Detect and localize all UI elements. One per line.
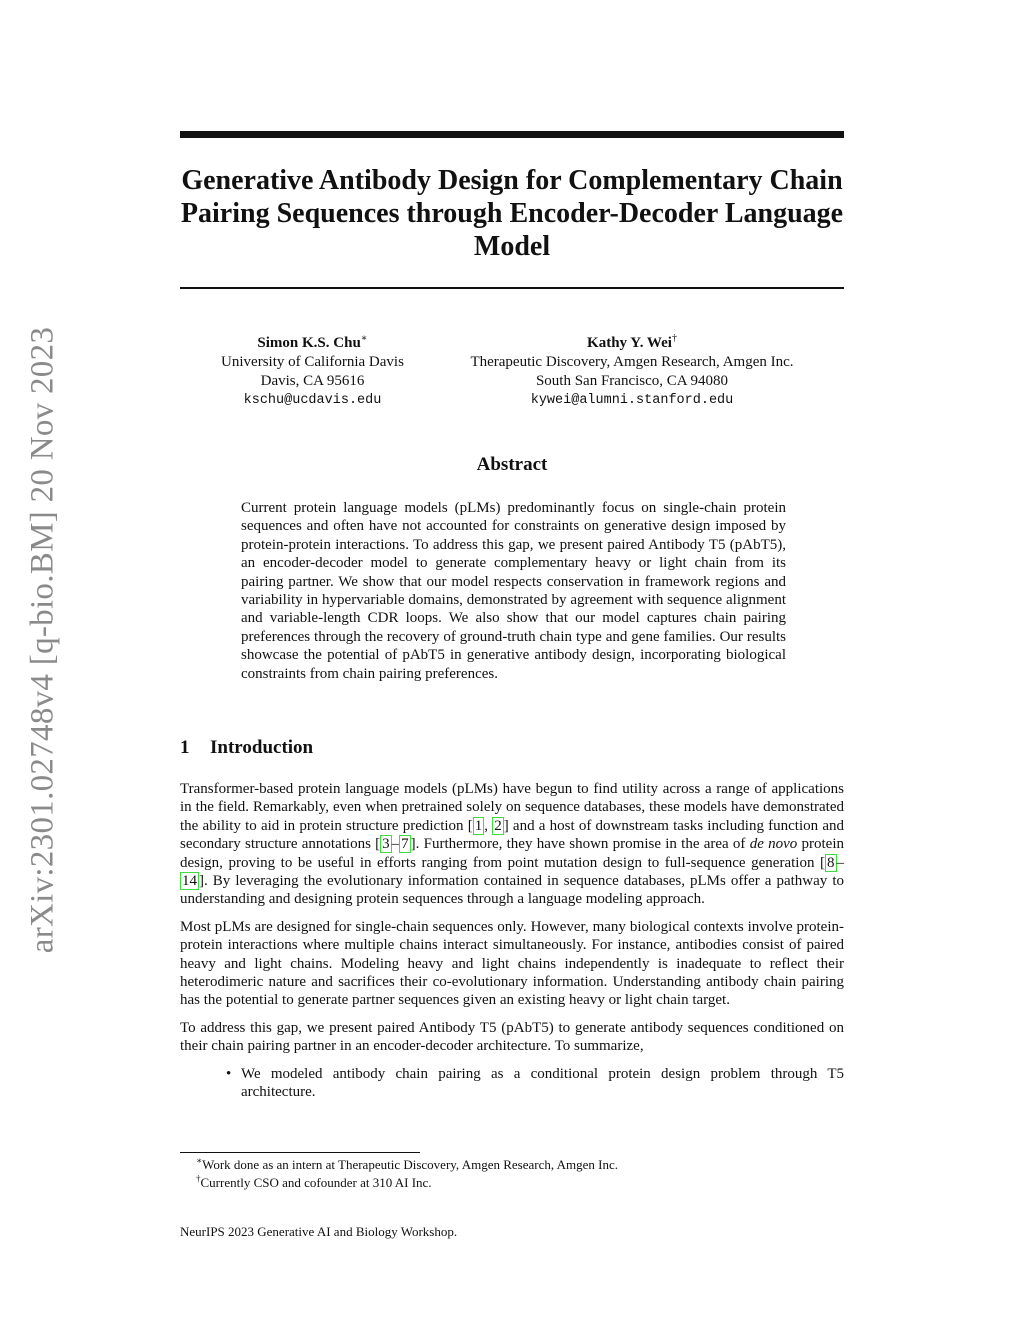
author-block-2 [442,334,822,410]
author-footnote-mark: ∗ [360,333,368,344]
author-block-1 [200,334,425,410]
intro-paragraph-2: Most pLMs are designed for single-chain sequences only. However, many biological contexts involve protein-protein interactions where multiple chains interact simultaneously. For instance, antibodies consist of paired heavy and light chains. Modeling heavy and light chains independently is inadequate to reflect their heterodimeric nature and sacrifices their co-evolutionary information. Understanding antibody chain pairing has the potential to generate partner sequences given an existing heavy or light chain target. [180,918,844,1009]
citation-link[interactable]: 2 [494,817,502,834]
footnotes [196,1156,618,1192]
citation-link[interactable]: 8 [827,854,835,871]
contribution-list [180,1065,844,1102]
footnote-item: †Currently CSO and cofounder at 310 AI Inc. [196,1173,432,1190]
list-item: • We modeled antibody chain pairing as a conditional protein design problem through T5 architecture. [226,1065,844,1101]
abstract-heading: Abstract [476,454,548,475]
arxiv-identifier-stamp: arXiv:2301.02748v4 [q-bio.BM] 20 Nov 2023 [24,326,61,954]
bullet-icon: • [226,1065,232,1082]
intro-paragraph-1: Transformer-based protein language models (pLMs) have begun to find utility across a range of applications in the field. Remarkably, even when pretrained solely on sequence databases, these models have demonstrated the ability to aid in protein structure prediction [ 1 , 2 ] and a host of downstream tasks including function and secondary structure annotations [ 3 – 7 ]. Furthermore, they have shown promise in the area of de novo protein design, proving to be useful in efforts ranging from point mutation design to full-sequence generation [ 8 –14 ]. By leveraging the evolutionary information contained in sequence databases, pLMs offer a pathway to understanding and designing protein sequences through a language modeling approach. [180,781,845,908]
citation-link[interactable]: 3 [382,836,390,853]
author-location: South San Francisco, CA 94080 [535,373,729,389]
author-name: Simon K.S. Chu∗ [257,333,368,351]
title-bottom-rule [180,287,844,289]
author-name: Kathy Y. Wei† [587,333,677,351]
author-affiliation: Therapeutic Discovery, Amgen Research, Amgen Inc. [470,354,794,370]
footnote-rule [180,1152,420,1153]
author-affiliation: University of California Davis [221,354,404,370]
paper-title: Generative Antibody Design for Complementary Chain Pairing Sequences through Encoder-Decoder Language Model [180,165,844,262]
author-location: Davis, CA 95616 [260,373,365,389]
introduction-body [180,780,844,1102]
intro-paragraph-3: To address this gap, we present paired Antibody T5 (pAbT5) to generate antibody sequences conditioned on their chain pairing partner in an encoder-decoder architecture. To summarize, [180,1019,844,1055]
venue-note: NeurIPS 2023 Generative AI and Biology Workshop. [180,1224,458,1239]
section-heading [180,737,313,759]
section-number: 1 [180,737,190,758]
footnote-item: ∗Work done as an intern at Therapeutic Discovery, Amgen Research, Amgen Inc. [196,1155,619,1172]
title-top-rule [180,131,844,138]
author-email: kschu@ucdavis.edu [243,393,382,408]
abstract-text: Current protein language models (pLMs) predominantly focus on single-chain protein sequences and often have not accounted for constraints on generative design imposed by protein-protein interactions. To address this gap, we present paired Antibody T5 (pAbT5), an encoder-decoder model to generate complementary heavy or light chain from its pairing partner. We show that our model respects conservation in framework regions and variability in hypervariable domains, demonstrated by agreement with sequence alignment and variable-length CDR loops. We also show that our model captures chain pairing preferences through the recovery of ground-truth chain type and gene families. Our results showcase the potential of pAbT5 in generative antibody design, incorporating biological constraints from chain pairing preferences. [241,500,786,682]
citation-link[interactable]: 1 [474,817,483,834]
author-footnote-mark: † [671,333,677,344]
author-email: kywei@alumni.stanford.edu [530,393,734,408]
citation-link[interactable]: 7 [401,836,409,853]
citation-link[interactable]: 14 [182,873,197,890]
section-title: Introduction [210,737,314,758]
